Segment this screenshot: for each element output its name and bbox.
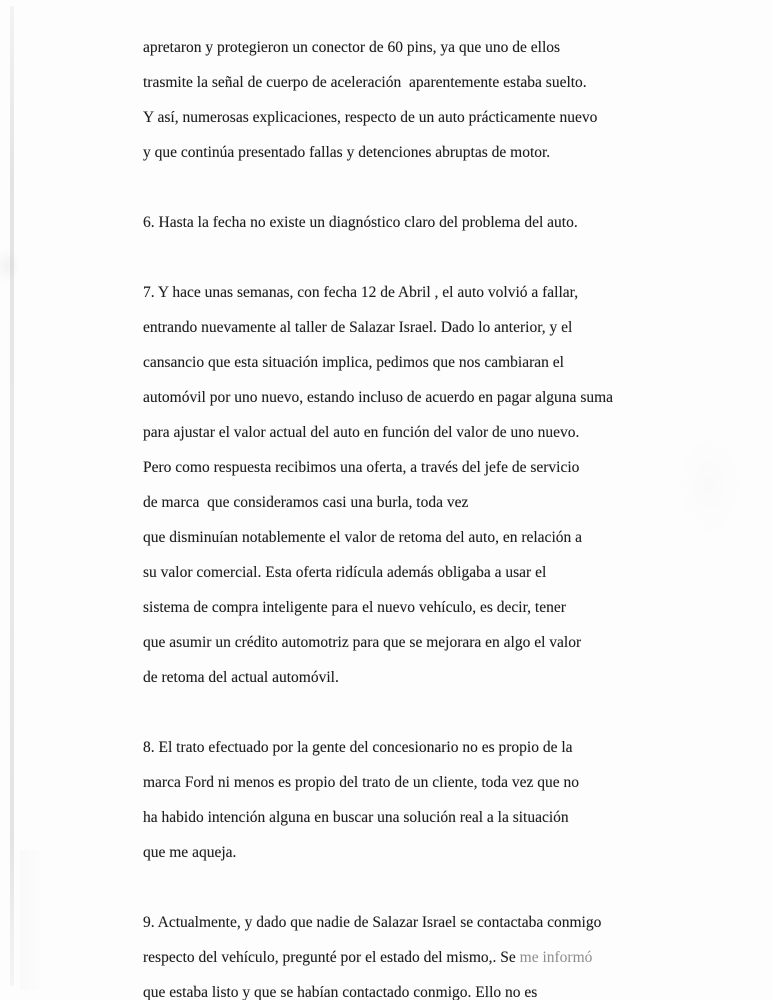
text-line: sistema de compra inteligente para el nuevo vehículo, es decir, tener [143,599,566,616]
text-line: apretaron y protegieron un conector de 60 pins, ya que uno de ellos [143,39,561,56]
text-line: Pero como respuesta recibimos una oferta, a través del jefe de servicio [143,459,580,476]
scan-smudge [20,850,50,990]
paragraph-continuation [143,30,703,170]
text-line: de marca que consideramos casi una burla, toda vez [143,494,469,511]
text-line: que asumir un crédito automotriz para que se mejorara en algo el valor [143,634,582,651]
text-line: trasmite la señal de cuerpo de aceleración aparentemente estaba suelto. [143,74,587,91]
text-line: que disminuían notablemente el valor de retoma del auto, en relación a [143,529,583,546]
text-line: entrando nuevamente al taller de Salazar Israel. Dado lo anterior, y el [143,319,573,336]
text-line: 7. Y hace unas semanas, con fecha 12 de Abril , el auto volvió a fallar, [143,284,579,301]
paragraph-item-7 [143,275,703,695]
text-line: 9. Actualmente, y dado que nadie de Salazar Israel se contactaba conmigo [143,914,602,931]
text-line: y que continúa presentado fallas y detenciones abruptas de motor. [143,144,551,161]
text-segment: respecto del vehículo, pregunté por el estado del mismo,. Se [143,949,520,966]
text-line: automóvil por uno nuevo, estando incluso de acuerdo en pagar alguna suma [143,389,614,406]
text-line: 8. El trato efectuado por la gente del concesionario no es propio de la [143,739,573,756]
text-line: 6. Hasta la fecha no existe un diagnóstico claro del problema del auto. [143,214,578,231]
faded-text-segment: me informó [519,949,593,966]
paragraph-item-9 [143,905,703,1000]
paragraph-item-8 [143,730,703,870]
text-line: marca Ford ni menos es propio del trato de un cliente, toda vez que no [143,774,580,791]
text-line: de retoma del actual automóvil. [143,669,339,686]
document-text [143,30,703,1000]
text-line: su valor comercial. Esta oferta ridícula además obligaba a usar el [143,564,547,581]
text-line: para ajustar el valor actual del auto en función del valor de uno nuevo. [143,424,580,441]
text-line-cutoff: que estaba listo y que se habían contactado conmigo. Ello no es [143,984,538,1000]
scan-edge-artifact [10,6,14,986]
text-line [143,940,703,975]
text-line: cansancio que esta situación implica, pedimos que nos cambiaran el [143,354,564,371]
text-line: Y así, numerosas explicaciones, respecto de un auto prácticamente nuevo [143,109,598,126]
text-line: ha habido intención alguna en buscar una solución real a la situación [143,809,569,826]
paragraph-item-6 [143,205,703,240]
text-line: que me aqueja. [143,844,237,861]
